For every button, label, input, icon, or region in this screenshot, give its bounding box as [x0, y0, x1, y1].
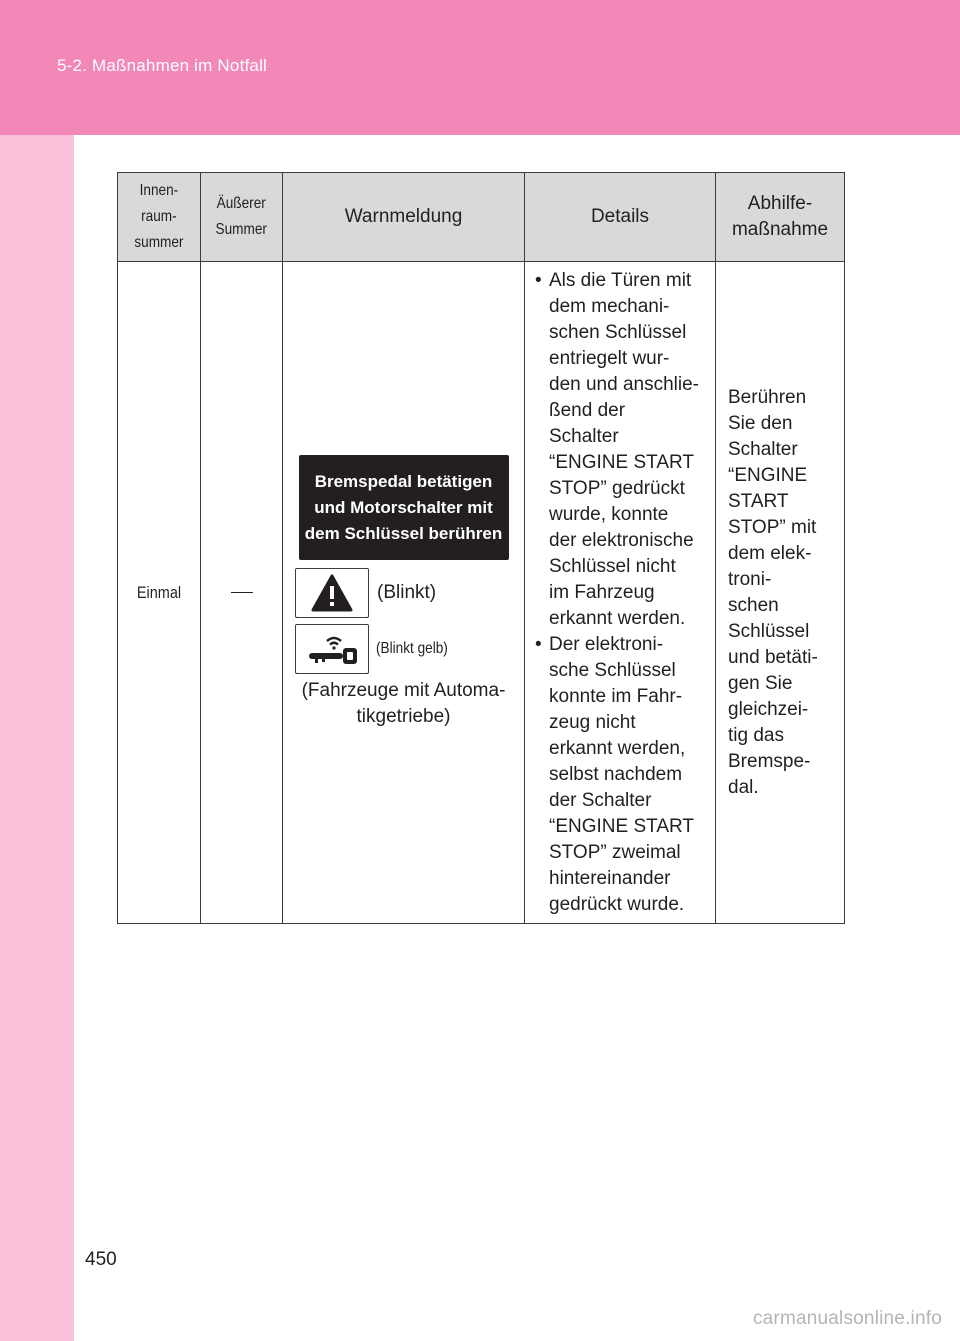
cell-remedy [716, 262, 845, 924]
header-exterior-buzzer [201, 173, 283, 262]
details-item-2: • Der elektroni- sche Schlüssel konnte im Fahr- zeug nicht erkannt werden, selbst nachdem der Schalter “ENGINE START STOP” zweimal hintereinander gedrückt wurde. [535, 632, 709, 918]
cell-warning-message [283, 262, 525, 924]
smart-key-icon [295, 624, 369, 674]
display-message [299, 455, 509, 560]
header-warning-message-label: Warnmeldung [344, 206, 463, 227]
table-row [118, 262, 845, 924]
warning-table [117, 172, 845, 924]
header-interior-buzzer [118, 173, 201, 262]
page-number: 450 [85, 1249, 117, 1270]
section-title: 5-2. Maßnahmen im Notfall [57, 56, 268, 75]
vehicle-note: (Fahrzeuge mit Automa- tikgetriebe) [301, 680, 506, 727]
exterior-buzzer-dash [231, 592, 253, 593]
warning-icon-label: (Blinkt) [377, 582, 437, 603]
watermark: carmanualsonline.info [752, 1308, 942, 1329]
table-header-row [118, 173, 845, 262]
header-exterior-buzzer-label: Äußerer Summer [215, 195, 268, 238]
display-message-line2: und Motorschalter mit [314, 497, 493, 517]
interior-buzzer-value: Einmal [136, 582, 182, 602]
cell-interior-buzzer [118, 262, 201, 924]
header-interior-buzzer-label: Innen- raum- summer [134, 182, 184, 251]
key-icon-label: (Blinkt gelb) [376, 640, 448, 657]
side-strip [0, 135, 74, 1341]
details-list [525, 268, 715, 918]
key-icon-row [295, 624, 524, 674]
cell-details [525, 262, 716, 924]
remedy-text: Berühren Sie den Schalter “ENGINE START STOP” mit dem elek- troni- schen Schlüssel und betäti- gen Sie gleichzei- tig das Bremspe- dal. [728, 386, 818, 798]
header-remedy-label: Abhilfe- maßnahme [731, 193, 829, 240]
display-message-line1: Bremspedal betätigen [314, 471, 493, 491]
details-item-1: • Als die Türen mit dem mechani- schen Schlüssel entriegelt wur- den und anschlie- ßend der Schalter “ENGINE START STOP” gedrückt wurde, konnte der elektronische Schlüssel nicht im Fahrzeug erkannt werden. [535, 268, 709, 632]
header-details-label: Details [590, 206, 650, 227]
header-remedy [716, 173, 845, 262]
display-message-line3: dem Schlüssel berühren [304, 523, 503, 543]
cell-exterior-buzzer [201, 262, 283, 924]
header-warning-message [283, 173, 525, 262]
header-details [525, 173, 716, 262]
warning-icon-row [295, 568, 524, 618]
warning-triangle-icon [295, 568, 369, 618]
